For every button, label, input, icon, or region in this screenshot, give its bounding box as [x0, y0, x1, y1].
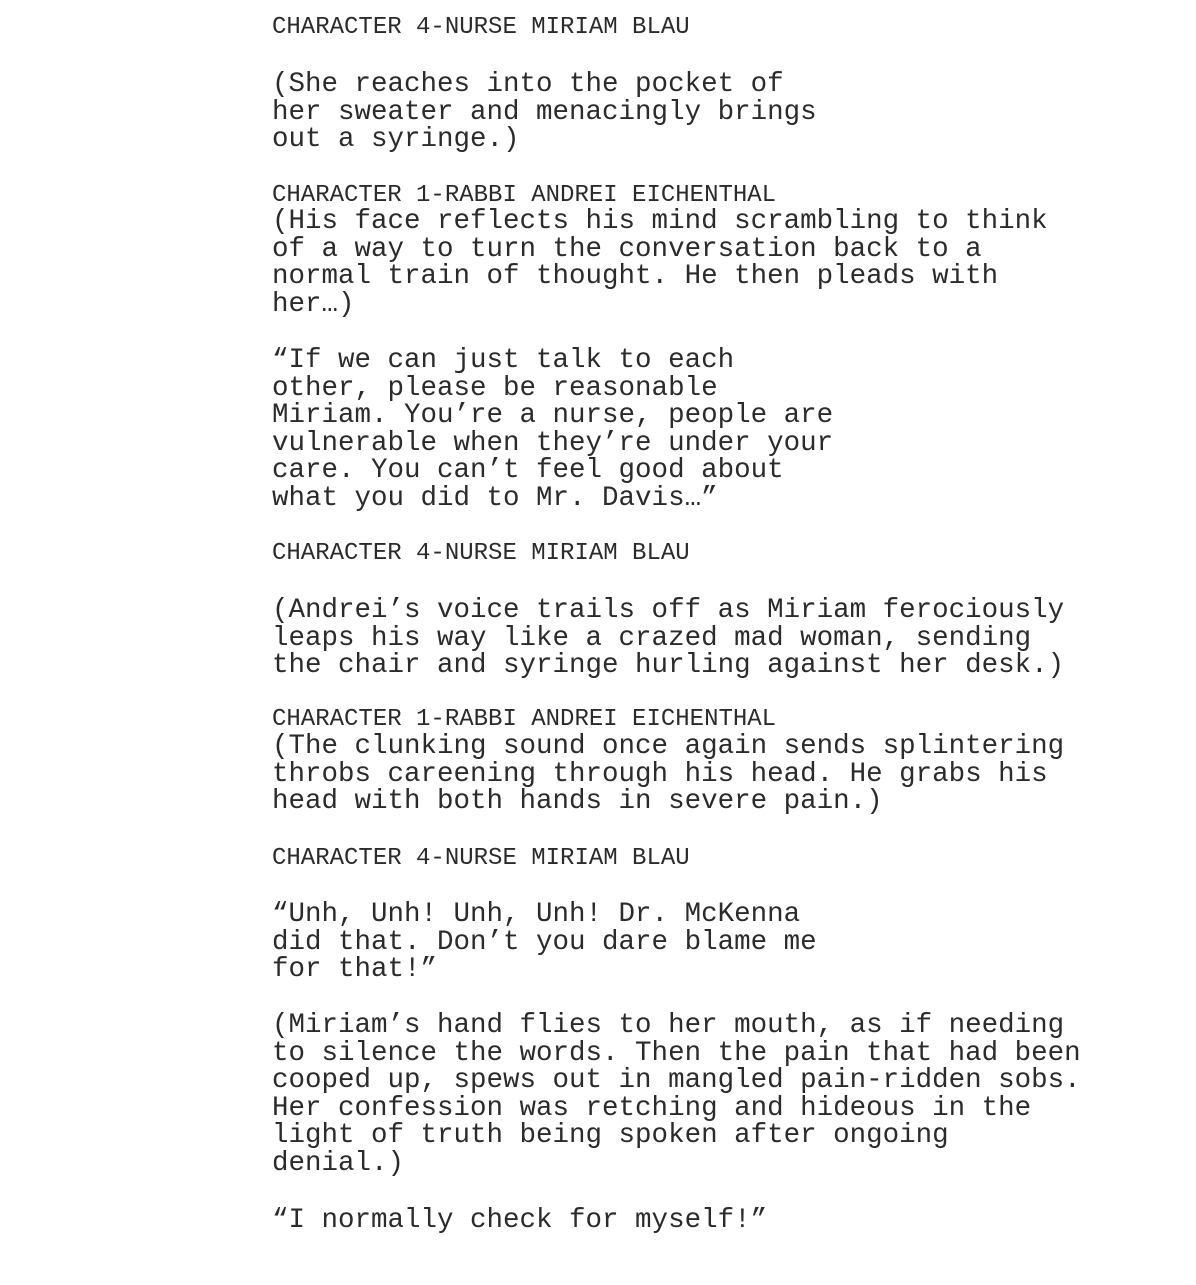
- stage-direction-miriam-leaps: (Andrei’s voice trails off as Miriam ferociously leaps his way like a crazed mad woman, sending the chair and syringe hurling against her desk.): [272, 595, 1065, 681]
- stage-direction-syringe: (She reaches into the pocket of her sweater and menacingly brings out a syringe.): [272, 69, 817, 155]
- stage-direction-clunking-sound: (The clunking sound once again sends splintering throbs careening through his head. He grabs his head with both hands in severe pain.): [272, 731, 1065, 817]
- character-heading-nurse-miriam-blau-3: CHARACTER 4-NURSE MIRIAM BLAU: [272, 845, 690, 872]
- dialogue-miriam-mckenna: “Unh, Unh! Unh, Unh! Dr. McKenna did that. Don’t you dare blame me for that!”: [272, 899, 817, 985]
- character-heading-rabbi-andrei-eichenthal: CHARACTER 1-RABBI ANDREI EICHENTHAL: [272, 182, 777, 209]
- character-heading-nurse-miriam-blau: CHARACTER 4-NURSE MIRIAM BLAU: [272, 14, 690, 41]
- character-heading-nurse-miriam-blau-2: CHARACTER 4-NURSE MIRIAM BLAU: [272, 540, 690, 567]
- dialogue-andrei-reasonable: “If we can just talk to each other, please be reasonable Miriam. You’re a nurse, people are vulnerable when they’re under your care. You can’t feel good about what you did to Mr. Davis…”: [272, 345, 834, 514]
- character-heading-rabbi-andrei-eichenthal-2: CHARACTER 1-RABBI ANDREI EICHENTHAL: [272, 706, 777, 733]
- dialogue-miriam-check: “I normally check for myself!”: [272, 1205, 768, 1236]
- stage-direction-pleads: (His face reflects his mind scrambling to think of a way to turn the conversation back to a normal train of thought. He then pleads with her…): [272, 206, 1048, 320]
- stage-direction-confession: (Miriam’s hand flies to her mouth, as if needing to silence the words. Then the pain that had been cooped up, spews out in mangled pain-ridden sobs. Her confession was retching and hideous in the light of truth being spoken after ongoing denial.): [272, 1010, 1081, 1179]
